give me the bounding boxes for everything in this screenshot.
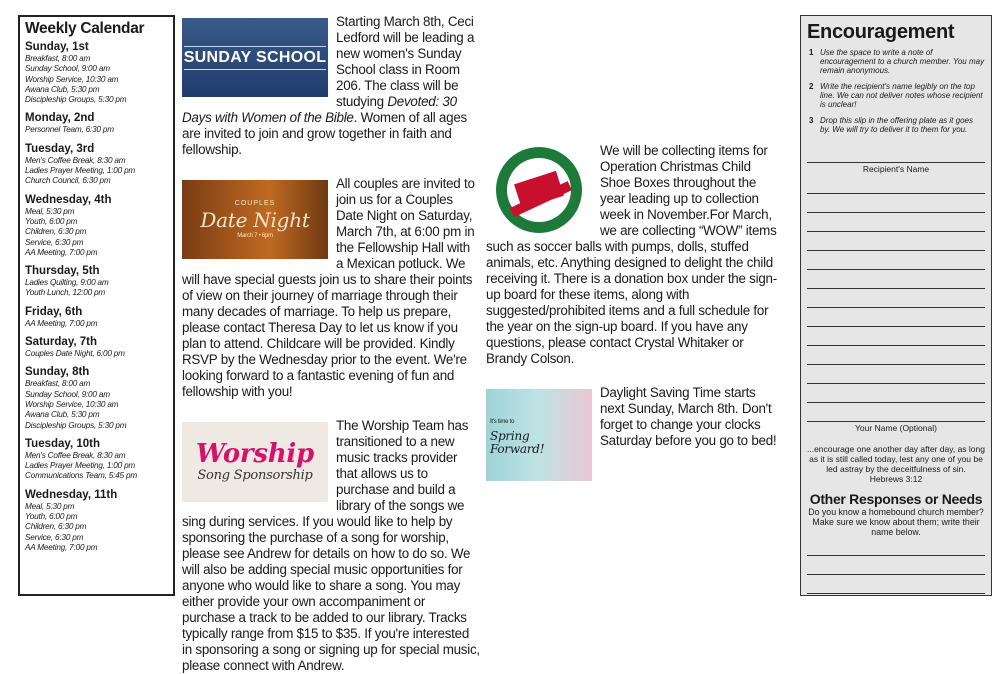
day-heading: Sunday, 1st [25, 41, 89, 53]
calendar-day [25, 489, 168, 553]
instruction-step [807, 82, 985, 109]
date-night-image: COUPLES Date Night March 7 • 6pm [182, 180, 328, 259]
calendar-event: Awana Club, 5:30 pm [25, 410, 100, 420]
instruction-step [807, 116, 985, 134]
note-line[interactable] [807, 327, 985, 346]
column-middle [182, 14, 480, 674]
day-heading: Sunday, 8th [25, 366, 90, 379]
calendar-event: Discipleship Groups, 5:30 pm [25, 95, 127, 105]
calendar-event: Worship Service, 10:30 am [25, 74, 119, 84]
calendar-event: Youth Lunch, 12:00 pm [25, 288, 106, 298]
note-line[interactable] [807, 403, 985, 422]
calendar-day [25, 306, 168, 329]
calendar-day [25, 438, 168, 482]
calendar-event: Ladies Prayer Meeting, 1:00 pm [25, 461, 136, 471]
spring-forward-image: It's time to Spring Forward! [486, 389, 592, 481]
step-number: 1 [809, 48, 814, 57]
note-line[interactable] [807, 308, 985, 327]
step-text: Use the space to write a note of encouragement to a church member. You may remain anonymous. [820, 48, 985, 75]
day-heading: Wednesday, 11th [25, 488, 118, 501]
other-responses-title: Other Responses or Needs [809, 491, 983, 507]
step-number: 3 [809, 116, 814, 125]
encouragement-title: Encouragement [807, 21, 955, 43]
note-line[interactable] [807, 365, 985, 384]
date-night-article: COUPLES Date Night March 7 • 6pm All couples are invited to join us for a Couples Date Night on Saturday, March 7th, at 6:00 pm in the Fellowship Hall with a Mexican potluck. We will have special guests join us to share their points of view on their journey of marriage through their many decades of marriage. To help us prepare, please contact Theresa Day to let us know if you plan to attend. Childcare will be provided. Kindly RSVP by the Wednesday prior to the event. We're looking forward to a fantastic evening of fun and fellowship with you! [182, 176, 475, 399]
calendar-event: Service, 6:30 pm [25, 532, 84, 542]
calendar-event: Men's Coffee Break, 8:30 am [25, 155, 126, 165]
calendar-event: Communications Team, 5:45 pm [25, 471, 137, 481]
calendar-event: Service, 6:30 pm [25, 237, 84, 247]
calendar-event: Youth, 6:00 pm [25, 512, 78, 522]
day-heading: Tuesday, 3rd [25, 142, 95, 155]
calendar-event: AA Meeting, 7:00 pm [25, 247, 98, 257]
calendar-event: Discipleship Groups, 5:30 pm [25, 420, 127, 430]
sunday-school-article: SUNDAY SCHOOL Starting March 8th, Ceci Ledford will be leading a new women's Sunday School class in Room 206. The class will be studying Devoted: 30 Days with Women of the Bible. Women of all ages are invited to join and grow together in faith and fellowship. [182, 14, 475, 157]
calendar-event: Ladies Quilting, 9:00 am [25, 278, 109, 288]
calendar-day [25, 194, 168, 258]
calendar-event: Personnel Team, 6:30 pm [25, 125, 114, 135]
calendar-event: Church Council, 6:30 pm [25, 176, 111, 186]
note-line[interactable] [807, 213, 985, 232]
note-line[interactable] [807, 175, 985, 194]
calendar-event: Children, 6:30 pm [25, 522, 87, 532]
calendar-event: Ladies Prayer Meeting, 1:00 pm [25, 166, 136, 176]
calendar-day [25, 112, 168, 135]
day-heading: Tuesday, 10th [25, 437, 100, 450]
step-number: 2 [809, 82, 814, 91]
occ-article: We will be collecting items for Operation Christmas Child Shoe Boxes throughout the year leading up to collection week in November.For March, we are collecting “WOW” items such as soccer balls with pumps, dolls, stuffed animals, etc. Anything designed to delight the child receiving it. There is a donation box under the sign-up board for these items, along with suggested/prohibited items and a full schedule for the year on the sign-up board. If you have any questions, please contact Crystal Whitaker or Brandy Colson. [486, 143, 777, 366]
calendar-event: Worship Service, 10:30 am [25, 399, 119, 409]
note-line[interactable] [807, 232, 985, 251]
calendar-day [25, 41, 168, 105]
scripture-quote: ...encourage one another day after day, as long as it is still called today, lest any one of you be led astray by the deceitfulness of sin. [807, 444, 985, 474]
calendar-event: AA Meeting, 7:00 pm [25, 542, 98, 552]
samaritans-purse-logo [486, 145, 592, 235]
note-line[interactable] [807, 194, 985, 213]
homebound-name-line[interactable] [807, 575, 985, 594]
calendar-event: Youth, 6:00 pm [25, 216, 78, 226]
calendar-event: Couples Date Night, 6:00 pm [25, 349, 125, 359]
worship-continued-spacer [486, 14, 782, 143]
sunday-school-image: SUNDAY SCHOOL [182, 18, 328, 97]
weekly-calendar [18, 15, 175, 596]
calendar-event: Sunday School, 9:00 am [25, 389, 110, 399]
worship-sponsorship-image: Worship Song Sponsorship [182, 422, 328, 502]
calendar-day [25, 143, 168, 187]
day-heading: Friday, 6th [25, 305, 83, 318]
day-heading: Thursday, 5th [25, 265, 100, 278]
instruction-step [807, 48, 985, 75]
calendar-event: Sunday School, 9:00 am [25, 64, 110, 74]
calendar-event: Meal, 5:30 pm [25, 501, 75, 511]
calendar-event: Breakfast, 8:00 am [25, 54, 91, 63]
calendar-event: AA Meeting, 7:00 pm [25, 318, 98, 328]
note-line[interactable] [807, 346, 985, 365]
calendar-event: Children, 6:30 pm [25, 227, 87, 237]
day-heading: Wednesday, 4th [25, 193, 112, 206]
day-heading: Saturday, 7th [25, 336, 97, 349]
note-line[interactable] [807, 251, 985, 270]
day-heading: Monday, 2nd [25, 112, 95, 125]
note-line[interactable] [807, 384, 985, 403]
homebound-name-line[interactable] [807, 537, 985, 556]
scripture-reference: Hebrews 3:12 [869, 474, 923, 484]
calendar-day [25, 366, 168, 430]
calendar-title: Weekly Calendar [25, 20, 145, 37]
calendar-day [25, 265, 168, 299]
step-text: Write the recipient's name legibly on the top line. We can not deliver notes whose recipient is unclear! [820, 82, 983, 109]
note-line[interactable] [807, 270, 985, 289]
encouragement-card: Encouragement 1 Use the space to write a note of encouragement to a church member. You may remain anonymous. 2 Write the recipient's name legibly on the top line. We can not deliver notes whose recipient is unclear! 3 Drop this slip in the offering plate as it goes by. We will try to deliver it to them for you. Recipient's Name Your Name (Optional) ...encourage one another day after day, as long as it is still called today, lest any one of you be led astray by the deceitfulness of sin. Hebrews 3:12 Other Responses or Needs Do you know a homebound church member? Make sure we know about them; write their name below. [800, 15, 992, 596]
worship-article: Worship Song Sponsorship The Worship Team has transitioned to a new music tracks provider that allows us to purchase and build a library of the songs we sing during services. If you would like to help by sponsoring the purchase of a song for worship, please see Andrew for details on how to do so. We will also be adding special music opportunities for anyone who would like to share a song. You may either provide your own accompaniment or purchase a track to be added to our library. Tracks typically range from $15 to $35. If you're interested in sponsoring a song or signing up for special music, please connect with Andrew. [182, 418, 480, 673]
calendar-event: Meal, 5:30 pm [25, 206, 75, 216]
homebound-name-line[interactable] [807, 556, 985, 575]
occ-logo-icon [487, 145, 591, 235]
calendar-event: Awana Club, 5:30 pm [25, 84, 100, 94]
calendar-event: Breakfast, 8:00 am [25, 379, 91, 389]
column-right [486, 14, 782, 485]
calendar-day [25, 336, 168, 359]
daylight-saving-article: It's time to Spring Forward! Daylight Saving Time starts next Sunday, March 8th. Don't forget to change your clocks Saturday before you go to bed! [486, 385, 782, 449]
note-line[interactable] [807, 289, 985, 308]
recipient-name-line[interactable] [807, 141, 985, 163]
step-text: Drop this slip in the offering plate as it goes by. We will try to deliver it to them for you. [820, 116, 973, 134]
calendar-event: Men's Coffee Break, 8:30 am [25, 450, 126, 460]
